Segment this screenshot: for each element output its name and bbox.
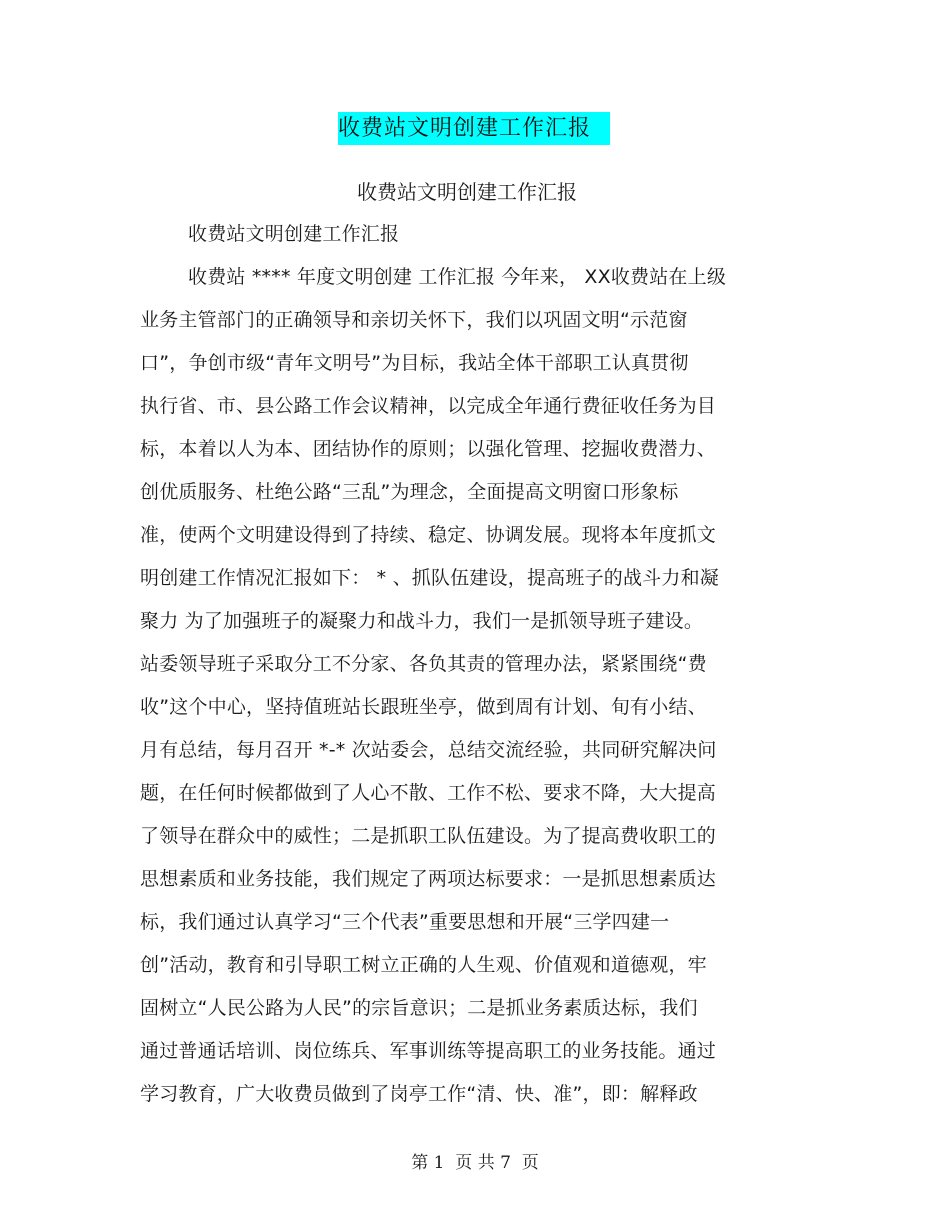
body-line: 收费站 **** 年度文明创建 工作汇报 今年来， XX收费站在上级	[188, 266, 727, 288]
body-line: 了领导在群众中的威性；二是抓职工队伍建设。为了提高费收职工的	[140, 825, 717, 847]
body-line: 业务主管部门的正确领导和亲切关怀下，我们以巩固文明“示范窗	[140, 309, 688, 331]
body-line: 月有总结，每月召开 *-* 次站委会，总结交流经验，共同研究解决问	[140, 739, 717, 761]
body-line: 通过普通话培训、岗位练兵、军事训练等提高职工的业务技能。通过	[140, 1040, 717, 1062]
body-line: 固树立“人民公路为人民”的宗旨意识；二是抓业务素质达标，我们	[140, 997, 698, 1019]
page-footer: 第 1 页 共 7 页	[411, 1153, 539, 1173]
body-line: 站委领导班子采取分工不分家、各负其责的管理办法，紧紧围绕“费	[140, 653, 707, 675]
body-line: 口”，争创市级“青年文明号”为目标，我站全体干部职工认真贯彻	[140, 352, 689, 374]
body-line: 标，我们通过认真学习“三个代表”重要思想和开展“三学四建一	[140, 911, 670, 933]
body-line: 思想素质和业务技能，我们规定了两项达标要求：一是抓思想素质达	[140, 868, 717, 890]
body-line: 执行省、市、县公路工作会议精神，以完成全年通行费征收任务为目	[140, 395, 717, 417]
document-title: 收费站文明创建工作汇报	[338, 112, 610, 145]
body-line: 标，本着以人为本、团结协作的原则；以强化管理、挖掘收费潜力、	[140, 438, 717, 460]
body-heading-line: 收费站文明创建工作汇报	[188, 223, 400, 245]
body-line: 学习教育，广大收费员做到了岗亭工作“清、快、准”，即：解释政	[140, 1083, 698, 1105]
document-subtitle: 收费站文明创建工作汇报	[357, 180, 577, 204]
body-line: 明创建工作情况汇报如下： * 、抓队伍建设，提高班子的战斗力和凝	[140, 567, 719, 589]
body-line: 准，使两个文明建设得到了持续、稳定、协调发展。现将本年度抓文	[140, 524, 717, 546]
body-line: 创优质服务、杜绝公路“三乱”为理念，全面提高文明窗口形象标	[140, 481, 679, 503]
body-line: 创”活动，教育和引导职工树立正确的人生观、价值观和道德观，牢	[140, 954, 707, 976]
body-line: 收”这个中心，坚持值班站长跟班坐亭，做到周有计划、旬有小结、	[140, 696, 707, 718]
body-line: 聚力 为了加强班子的凝聚力和战斗力，我们一是抓领导班子建设。	[140, 610, 704, 632]
body-line: 题，在任何时候都做到了人心不散、工作不松、要求不降，大大提高	[140, 782, 717, 804]
